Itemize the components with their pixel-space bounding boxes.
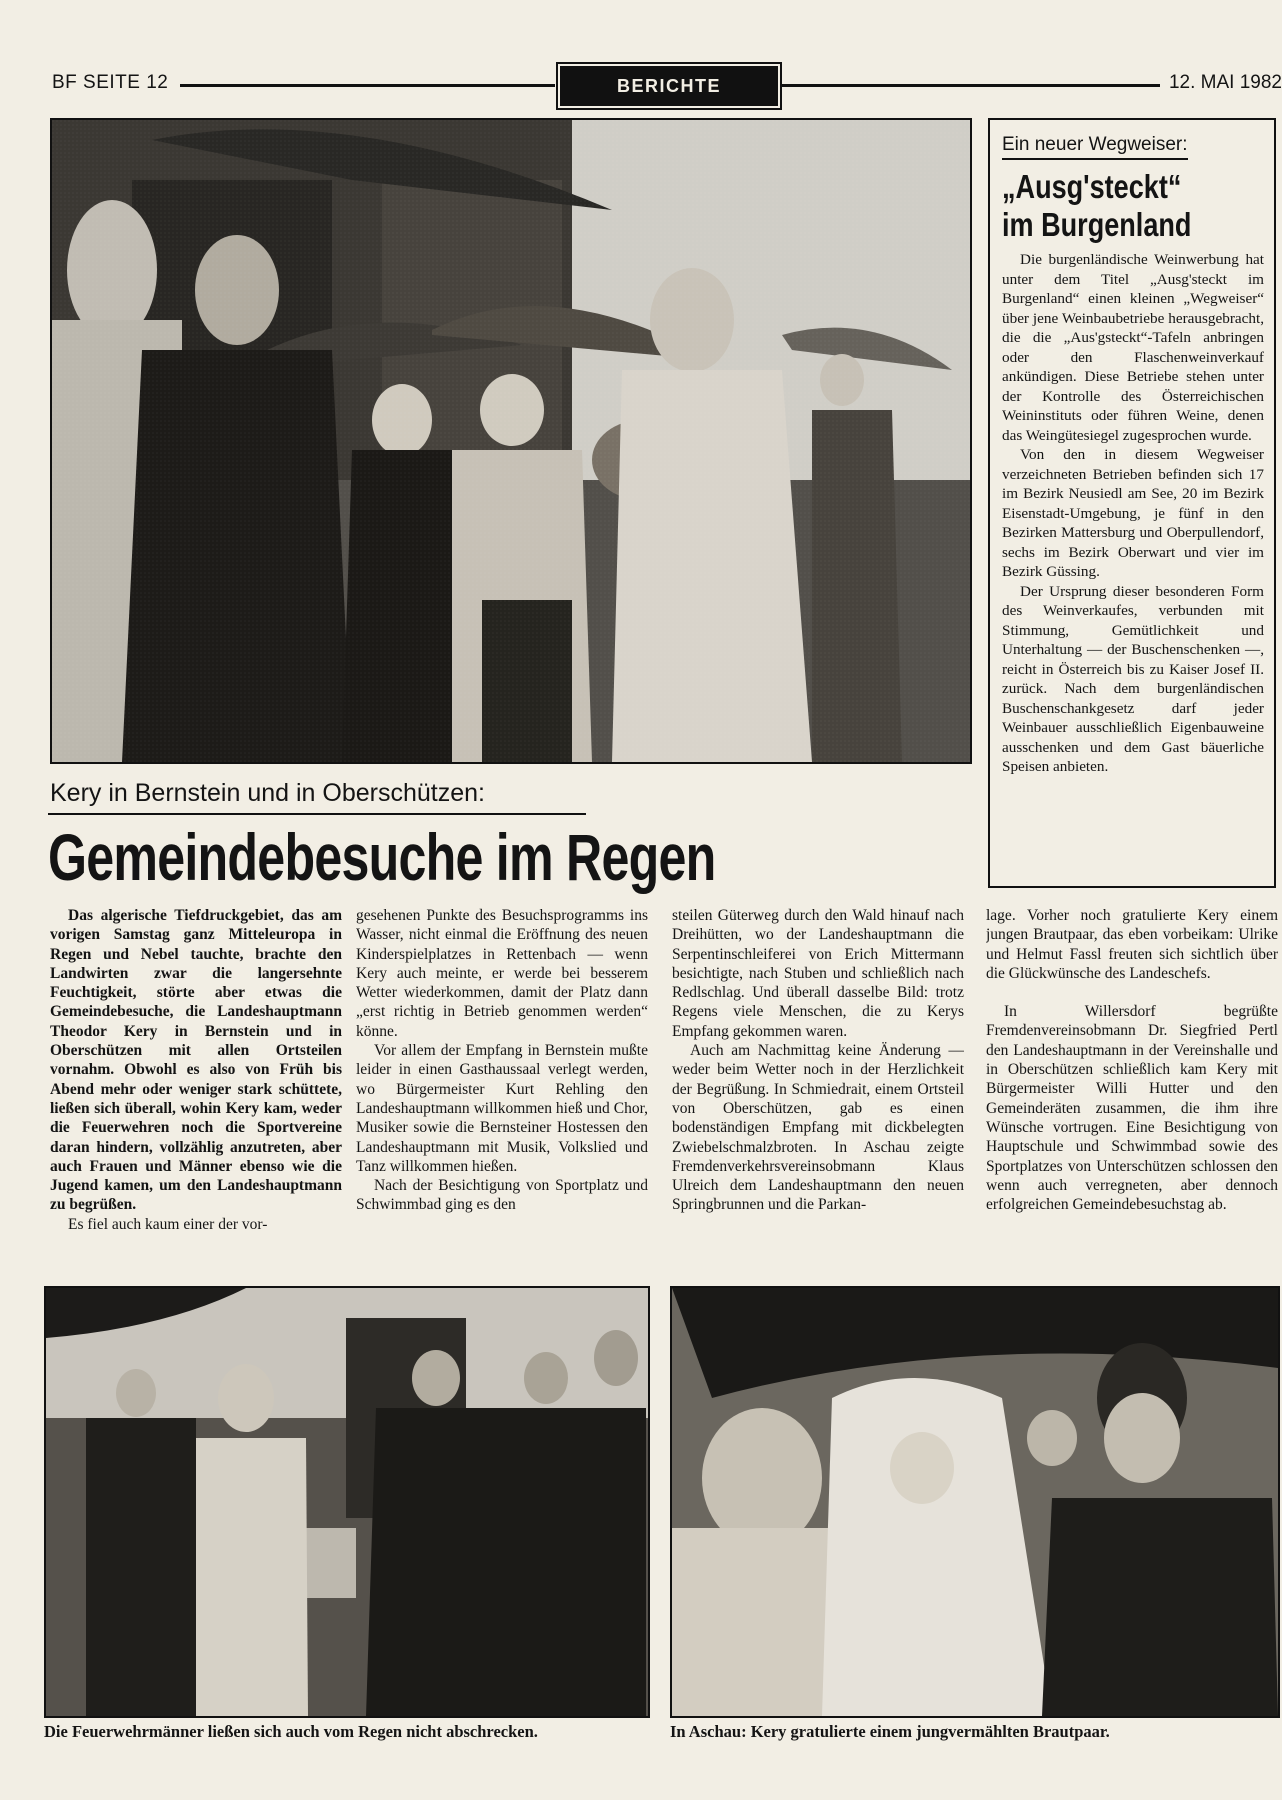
section-label: BERICHTE bbox=[560, 66, 778, 106]
article-paragraph: Vor allem der Empfang in Bernstein mußte leider in einen Gasthaussaal verlegt werden, wo Bürgermeister Kurt Rehling den Landeshauptmann willkommen hieß und Chor, Musiker sowie die Bernsteiner Hostessen den Landeshauptmann mit Musik, Volkslied und Tanz willkommen hießen. bbox=[356, 1042, 648, 1175]
article-paragraph: steilen Güterweg durch den Wald hinauf nach Dreihütten, wo der Landeshauptmann die Serpentinschleiferei von Erich Mittermann besichtigte, nach Stuben und schließlich nach Redlschlag. Und überall dasselbe Bild: trotz Regens viele Menschen, die zu Kerys Empfang gekommen waren. bbox=[672, 907, 964, 1040]
header-rule-right bbox=[780, 84, 1160, 87]
bridal-photo-caption: In Aschau: Kery gratulierte einem jungvermählten Brautpaar. bbox=[670, 1722, 1110, 1741]
article-headline: Gemeindebesuche im Regen bbox=[48, 820, 716, 894]
article-paragraph: gesehenen Punkte des Besuchsprogramms ins Wasser, nicht einmal die Eröffnung des neuen Kinderspielplatzes in Rettenbach — wenn Kery auch meinte, er werde bei besserem Wetter wiederkommen, damit der Platz dann „erst richtig in Betrieb genommen werden“ könne. bbox=[356, 907, 648, 1040]
article-column-1 bbox=[50, 906, 342, 1271]
article-paragraph: In Willersdorf begrüßte Fremdenvereinsobmann Dr. Siegfried Pertl den Landeshauptmann in der Vereinshalle und in Oberschützen schließlich kam Kery mit Bürgermeister Willi Hutter und den Gemeinderäten zusammen, die ihm ihre Wünsche vortrugen. Eine Besichtigung von Hauptschule und Schwimmbad sowie des Sportplatzes von Unterschützen schlossen den wenn auch verregneten, aber dennoch erfolgreichen Gemeindebesuchstag ab. bbox=[986, 1003, 1278, 1214]
sidebar-body bbox=[1002, 250, 1264, 777]
article-paragraph: Nach der Besichtigung von Sportplatz und Schwimmbad ging es den bbox=[356, 1177, 648, 1214]
article-paragraph: lage. Vorher noch gratulierte Kery einem jungen Brautpaar, das eben vorbeikam: Ulrike und Helmut Fassl freuten sich sichtlich über die Glückwünsche des Landeschefs. bbox=[986, 907, 1278, 982]
article-kicker: Kery in Bernstein und in Oberschützen: bbox=[50, 779, 485, 807]
sidebar-paragraph: Die burgenländische Weinwerbung hat unter dem Titel „Ausg'steckt im Burgenland“ einen kleinen „Wegweiser“ über jene Weinbaubetriebe herausgebracht, die die „Aus'gsteckt“-Tafeln anbringen oder den Flaschenweinverkauf ankündigen. Diese Betriebe stehen unter der Kontrolle des Österreichischen Weininstituts oder führen Weine, denen das Weingütesiegel zugesprochen wurde. bbox=[1002, 251, 1264, 444]
sidebar-title-line-2: im Burgenland bbox=[1002, 206, 1192, 243]
issue-date: 12. MAI 1982 bbox=[1168, 72, 1282, 93]
header-rule-left bbox=[180, 84, 555, 87]
article-paragraph: Auch am Nachmittag keine Änderung — weder beim Wetter noch in der Herzlichkeit der Begrüßung. In Schmiedrait, einem Ortsteil von Oberschützen, gab es einen bodenständigen Empfang mit dickbelegten Zwiebelschmalzbroten. In Aschau zeigte Fremdenverkehrsvereinsobmann Klaus Ulreich dem Landeshauptmann den neuen Springbrunnen und die Parkan- bbox=[672, 1042, 964, 1214]
article-column-4 bbox=[986, 906, 1278, 1271]
firemen-photo-caption: Die Feuerwehrmänner ließen sich auch vom Regen nicht abschrecken. bbox=[44, 1722, 538, 1741]
article-lead: Das algerische Tiefdruckgebiet, das am vorigen Samstag ganz Mitteleuropa in Regen und Nebel tauchte, brachte den Landwirten zwar die langersehnte Feuchtigkeit, störte aber etwas die Gemeindebesuche, die Landeshauptmann Theodor Kery in Bernstein und in Oberschützen mit allen Ortsteilen vornahm. Obwohl es also von Früh bis Abend mehr oder weniger stark schüttete, ließen sich überall, wohin Kery kam, weder die Feuerwehren noch die Sportvereine daran hindern, vollzählig anzutreten, aber auch Frauen und Männer ebenso wie die Jugend kamen, um den Landeshauptmann zu begrüßen. bbox=[50, 907, 342, 1214]
firemen-photo bbox=[44, 1286, 650, 1718]
sidebar-title-line-1: „Ausg'steckt“ bbox=[1002, 168, 1182, 205]
page-number: BF SEITE 12 bbox=[52, 72, 169, 93]
article-column-2 bbox=[356, 906, 648, 1271]
article-column-3 bbox=[672, 906, 964, 1271]
sidebar-paragraph: Der Ursprung dieser besonderen Form des Weinverkaufes, verbunden mit Stimmung, Gemütlichkeit und Unterhaltung — der Buschenschenken —, reicht in Österreich bis zu Kaiser Josef II. zurück. Nach dem burgenländischen Buschenschankgesetz darf jeder Weinbauer ausschließlich Eigenbauweine ausschenken und dem Gast bäuerliche Speisen anbieten. bbox=[1002, 582, 1264, 775]
sidebar-kicker: Ein neuer Wegweiser: bbox=[1002, 134, 1188, 160]
kicker-underline bbox=[48, 813, 586, 815]
article-paragraph: Es fiel auch kaum einer der vor- bbox=[68, 1215, 268, 1233]
sidebar-paragraph: Von den in diesem Wegweiser verzeichneten Betrieben befinden sich 17 im Bezirk Neusiedl am See, 20 im Bezirk Eisenstadt-Umgebung, je fünf in den Bezirken Mattersburg und Oberpullendorf, sechs im Bezirk Oberwart und vier im Bezirk Güssing. bbox=[1002, 446, 1264, 580]
bridal-couple-photo bbox=[670, 1286, 1280, 1718]
sidebar-title bbox=[1002, 168, 1217, 244]
top-photo bbox=[50, 118, 972, 764]
sidebar-box bbox=[988, 118, 1276, 888]
